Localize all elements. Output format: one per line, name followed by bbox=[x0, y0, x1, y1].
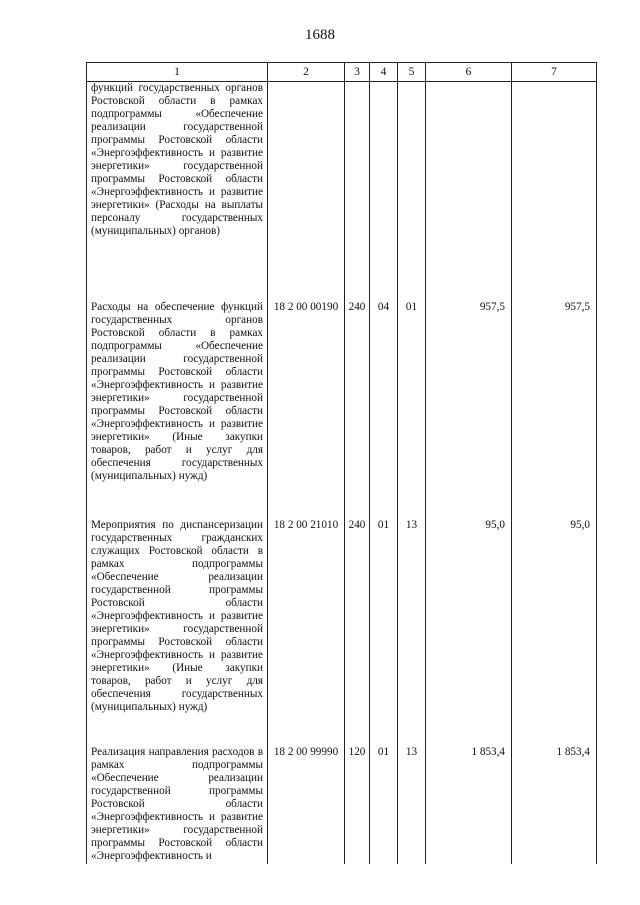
row-code: 18 2 00 99990 bbox=[268, 734, 345, 864]
row-code bbox=[268, 82, 345, 289]
col-header-2: 2 bbox=[268, 63, 345, 82]
row-vr: 240 bbox=[345, 507, 370, 734]
row-sum-1 bbox=[426, 82, 512, 289]
row-code: 18 2 00 21010 bbox=[268, 507, 345, 734]
budget-table bbox=[86, 62, 597, 864]
col-header-6: 6 bbox=[426, 63, 512, 82]
row-sum-1: 957,5 bbox=[426, 289, 512, 507]
row-description: функций государственных органов Ростовской области в рамках подпрограммы «Обеспечение реализации государственной программы Ростовской области «Энергоэффективность и развитие энергетики» государственной программы Ростовской области «Энергоэффективность и развитие энергетики» (Расходы на выплаты персоналу государственных (муниципальных) органов) bbox=[87, 82, 268, 289]
row-rz bbox=[370, 82, 398, 289]
row-sum-1: 95,0 bbox=[426, 507, 512, 734]
table-row bbox=[87, 507, 597, 734]
page-number: 1688 bbox=[305, 27, 335, 43]
row-pr: 01 bbox=[398, 289, 426, 507]
col-header-7: 7 bbox=[512, 63, 597, 82]
header-row bbox=[87, 63, 597, 82]
row-vr: 120 bbox=[345, 734, 370, 864]
row-rz: 04 bbox=[370, 289, 398, 507]
row-sum-2: 1 853,4 bbox=[512, 734, 597, 864]
row-description: Реализация направления расходов в рамках подпрограммы «Обеспечение реализации государственной программы Ростовской области «Энергоэффективность и развитие энергетики» государственной программы Ростовской области «Энергоэффективность и bbox=[87, 734, 268, 864]
row-description: Расходы на обеспечение функций государственных органов Ростовской области в рамках подпрограммы «Обеспечение реализации государственной программы Ростовской области «Энергоэффективность и развитие энергетики» государственной программы Ростовской области «Энергоэффективность и развитие энергетики» (Иные закупки товаров, работ и услуг для обеспечения государственных (муниципальных) нужд) bbox=[87, 289, 268, 507]
col-header-1: 1 bbox=[87, 63, 268, 82]
col-header-5: 5 bbox=[398, 63, 426, 82]
table-row bbox=[87, 289, 597, 507]
table-row bbox=[87, 734, 597, 864]
row-code: 18 2 00 00190 bbox=[268, 289, 345, 507]
row-rz: 01 bbox=[370, 507, 398, 734]
row-rz: 01 bbox=[370, 734, 398, 864]
row-description: Мероприятия по диспансеризации государственных гражданских служащих Ростовской области в рамках подпрограммы «Обеспечение реализации государственной программы Ростовской области «Энергоэффективность и развитие энергетики» государственной программы Ростовской области «Энергоэффективность и развитие энергетики» (Иные закупки товаров, работ и услуг для обеспечения государственных (муниципальных) нужд) bbox=[87, 507, 268, 734]
row-vr: 240 bbox=[345, 289, 370, 507]
row-sum-2: 95,0 bbox=[512, 507, 597, 734]
col-header-3: 3 bbox=[345, 63, 370, 82]
col-header-4: 4 bbox=[370, 63, 398, 82]
row-sum-2 bbox=[512, 82, 597, 289]
row-sum-2: 957,5 bbox=[512, 289, 597, 507]
table-row bbox=[87, 82, 597, 289]
row-pr: 13 bbox=[398, 734, 426, 864]
row-pr: 13 bbox=[398, 507, 426, 734]
row-vr bbox=[345, 82, 370, 289]
row-sum-1: 1 853,4 bbox=[426, 734, 512, 864]
row-pr bbox=[398, 82, 426, 289]
